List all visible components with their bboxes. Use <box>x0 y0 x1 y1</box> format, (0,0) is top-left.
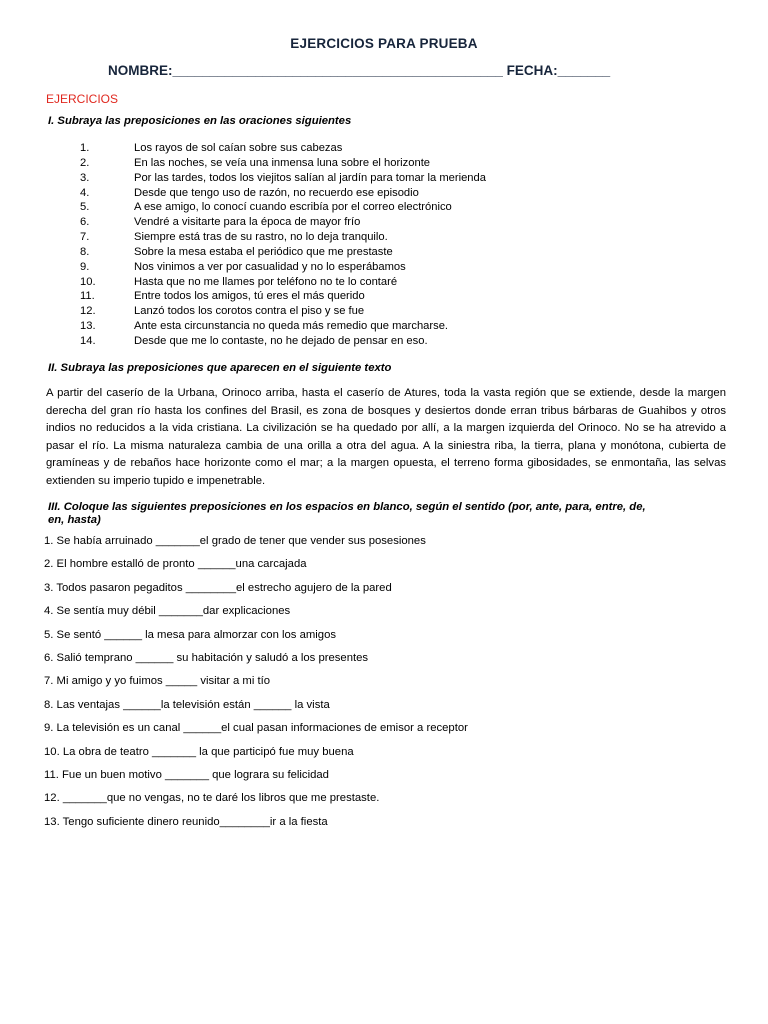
list-item-text: Entre todos los amigos, tú eres el más querido <box>134 290 365 303</box>
list-item-text: Desde que tengo uso de razón, no recuerdo ese episodio <box>134 186 419 199</box>
list-item <box>80 289 486 304</box>
fill-in-item: 1. Se había arruinado _______el grado de tener que vender sus posesiones <box>44 535 426 547</box>
fill-in-item: 5. Se sentó ______ la mesa para almorzar con los amigos <box>44 628 336 641</box>
list-item-text: Siempre está tras de su rastro, no lo deja tranquilo. <box>134 231 388 244</box>
list-item <box>80 260 486 275</box>
list-item <box>80 215 486 230</box>
fill-in-item: 13. Tengo suficiente dinero reunido________ir a la fiesta <box>44 815 328 828</box>
document-title: EJERCICIOS PARA PRUEBA <box>290 36 478 51</box>
name-date-line: NOMBRE:____________________________________________ FECHA:_______ <box>108 63 611 78</box>
fill-in-item: 9. La televisión es un canal ______el cual pasan informaciones de emisor a receptor <box>44 722 468 735</box>
section-3-heading-line-2: en, hasta) <box>48 514 101 526</box>
fill-in-item: 10. La obra de teatro _______ la que participó fue muy buena <box>44 745 354 758</box>
list-item <box>80 319 486 334</box>
list-item <box>80 230 486 245</box>
list-item-number: 8. <box>80 245 90 258</box>
section-3-heading <box>48 501 646 527</box>
list-item-text: Vendré a visitarte para la época de mayor frío <box>134 216 361 229</box>
section-1-list <box>80 141 486 349</box>
list-item-number: 3. <box>80 171 90 184</box>
list-item-number: 2. <box>80 156 90 169</box>
list-item-text: En las noches, se veía una inmensa luna sobre el horizonte <box>134 156 431 169</box>
list-item-text: Hasta que no me llames por teléfono no te lo contaré <box>134 275 398 288</box>
list-item <box>80 275 486 290</box>
list-item-text: Lanzó todos los corotos contra el piso y se fue <box>134 305 365 318</box>
list-item-number: 5. <box>80 201 90 214</box>
fill-in-item: 4. Se sentía muy débil _______dar explicaciones <box>44 605 291 618</box>
ejercicios-label: EJERCICIOS <box>46 92 119 106</box>
fill-in-item: 11. Fue un buen motivo _______ que lograra su felicidad <box>44 768 329 781</box>
list-item-number: 10. <box>80 275 96 288</box>
section-2-paragraph: A partir del caserío de la Urbana, Orinoco arriba, hasta el caserío de Atures, toda la vasta región que se extiende, desde la margen derecha del gran río hasta los confines del Brasil, es zona de bosques y desiertos donde erran tribus bárbaras de Guahibos y otros indios no reducidos a la vida cristiana. La civilización se ha quedado por allí, a la margen izquierda del Orinoco. No se ha atrevido a pasar el río. La misma naturaleza cambia de una orilla a otra del agua. A la siniestra riba, la tierra, plana y monótona, cubierta de gramíneas y de rebaños hace horizonte como el mar; a la margen opuesta, el terreno forma gibosidades, se enmontaña, las selvas extienden su imperio tupido e impenetrable. <box>46 387 726 487</box>
fill-in-item: 12. _______que no vengas, no te daré los libros que me prestaste. <box>44 792 380 805</box>
section-3-heading-line-1: III. Coloque las siguientes preposiciones en los espacios en blanco, según el sentido (por, ante, para, entre, de, <box>48 501 646 513</box>
list-item-number: 13. <box>80 320 96 333</box>
list-item <box>80 200 486 215</box>
list-item <box>80 141 486 156</box>
list-item <box>80 171 486 186</box>
list-item-number: 6. <box>80 216 90 229</box>
fill-in-item: 7. Mi amigo y yo fuimos _____ visitar a mi tío <box>44 675 271 688</box>
list-item-number: 12. <box>80 305 96 318</box>
section-3-list <box>44 534 468 838</box>
list-item-text: Nos vinimos a ver por casualidad y no lo esperábamos <box>134 260 406 273</box>
list-item-text: Por las tardes, todos los viejitos salían al jardín para tomar la merienda <box>134 171 486 184</box>
list-item-number: 1. <box>80 142 90 154</box>
list-item-text: Desde que me lo contaste, no he dejado de pensar en eso. <box>134 334 428 347</box>
fill-in-item: 3. Todos pasaron pegaditos ________el estrecho agujero de la pared <box>44 581 392 594</box>
list-item-number: 9. <box>80 260 90 273</box>
list-item-number: 14. <box>80 334 96 347</box>
list-item <box>80 334 486 349</box>
list-item <box>80 186 486 201</box>
list-item-number: 4. <box>80 186 90 199</box>
section-2-heading: II. Subraya las preposiciones que aparecen en el siguiente texto <box>48 362 392 374</box>
fill-in-item: 2. El hombre estalló de pronto ______una carcajada <box>44 558 307 571</box>
list-item <box>80 156 486 171</box>
list-item-text: Los rayos de sol caían sobre sus cabezas <box>134 142 343 154</box>
list-item <box>80 304 486 319</box>
list-item-text: Sobre la mesa estaba el periódico que me prestaste <box>134 245 393 258</box>
list-item <box>80 245 486 260</box>
list-item-number: 7. <box>80 231 90 244</box>
fill-in-item: 6. Salió temprano ______ su habitación y saludó a los presentes <box>44 651 369 664</box>
section-1-heading: I. Subraya las preposiciones en las oraciones siguientes <box>48 115 352 127</box>
list-item-text: A ese amigo, lo conocí cuando escribía por el correo electrónico <box>134 201 452 214</box>
list-item-text: Ante esta circunstancia no queda más remedio que marcharse. <box>134 320 449 333</box>
list-item-number: 11. <box>80 290 95 303</box>
fill-in-item: 8. Las ventajas ______la televisión están ______ la vista <box>44 698 330 711</box>
